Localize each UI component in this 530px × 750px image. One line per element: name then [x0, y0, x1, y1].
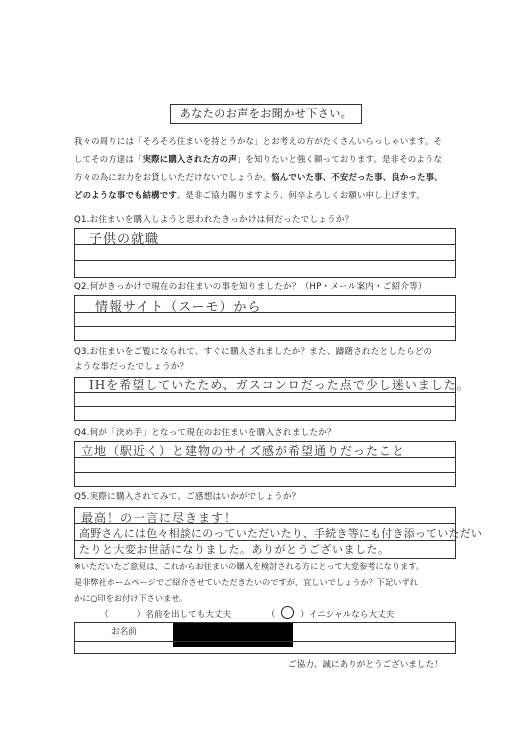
question-1-answer: 子供の就職	[89, 232, 160, 247]
question-1-answer-box[interactable]	[74, 228, 456, 278]
name-box	[74, 622, 456, 654]
question-5-answer-line-2: 高野さんには色々相談にのっていただいたり、手続き等にも付き添っていただい	[79, 527, 483, 540]
intro-line-4: どのような事でも結構です。是非ご協力賜りますよう、何卒よろしくお願い申し上げます。	[74, 190, 425, 200]
question-2-answer: 情報サイト（スーモ）から	[95, 300, 262, 315]
question-4-answer: 立地（駅近く）と建物のサイズ感が希望通りだったこと	[81, 444, 406, 458]
question-2-label: Q2.何がきっかけで現在のお住まいの事を知りましたか？（HP・メール案内・ご紹介等）	[74, 282, 427, 292]
question-4-answer-box[interactable]	[74, 441, 456, 487]
consent-options	[100, 606, 394, 620]
question-3-answer-box[interactable]	[74, 377, 470, 421]
name-label: お名前	[75, 623, 174, 642]
intro-text	[74, 132, 464, 204]
notes: ※いただいたご意見は、これからお住まいの購入を検討される方にとって大変参考になります。 是非弊社ホームページでご紹介させていただきたいのですが、宜しいでしょうか？下記いずれ かに○印をお付け下さいませ。	[74, 561, 424, 603]
page-title: あなたのお声をお聞かせ下さい。	[170, 104, 362, 124]
thanks-message: ご協力、誠にありがとうございました！	[288, 660, 443, 670]
question-1-label: Q1.お住まいを購入しようと思われたきっかけは何だったでしょうか？	[74, 215, 354, 225]
intro-line-1: 我々の周りには「そろそろ住まいを持とうかな」とお考えの方がたくさんいらっしゃいます。そ	[74, 136, 443, 146]
question-5-answer-line-1: 最高！の一言に尽きます！	[81, 511, 238, 525]
question-5-answer-line-3: たりと大変お世話になりました。ありがとうございました。	[79, 543, 390, 556]
question-4-label: Q4.何が「決め手」となって現在のお住まいを購入されましたか？	[74, 428, 336, 438]
question-2-answer-box[interactable]	[74, 295, 456, 341]
intro-line-3: 方々の為にお力をお貸しいただけないでしょうか。悩んでいた事、不安だった事、良かった事、	[74, 172, 443, 182]
consent-option-2[interactable]: （ ）イニシャルなら大丈夫	[267, 610, 395, 620]
consent-option-1[interactable]: （ ）名前を出しても大丈夫	[100, 610, 232, 620]
name-redacted	[173, 623, 293, 647]
question-5-answer-box[interactable]	[74, 507, 483, 559]
selected-circle-icon	[281, 606, 294, 619]
question-3-answer: IHを希望していたため、ガスコンロだった点で少し迷いました。	[89, 378, 470, 392]
intro-line-2: してその方達は「実際に購入された方の声」を知りたいと強く願っております。是非そのような	[74, 154, 443, 164]
question-3-label: Q3.お住まいをご覧になられて、すぐに購入されましたか？また、躊躇されたとしたらどの ような事だったでしょうか？	[74, 347, 433, 372]
question-5-label: Q5.実際に購入されてみて、ご感想はいかがでしょうか？	[74, 492, 301, 502]
